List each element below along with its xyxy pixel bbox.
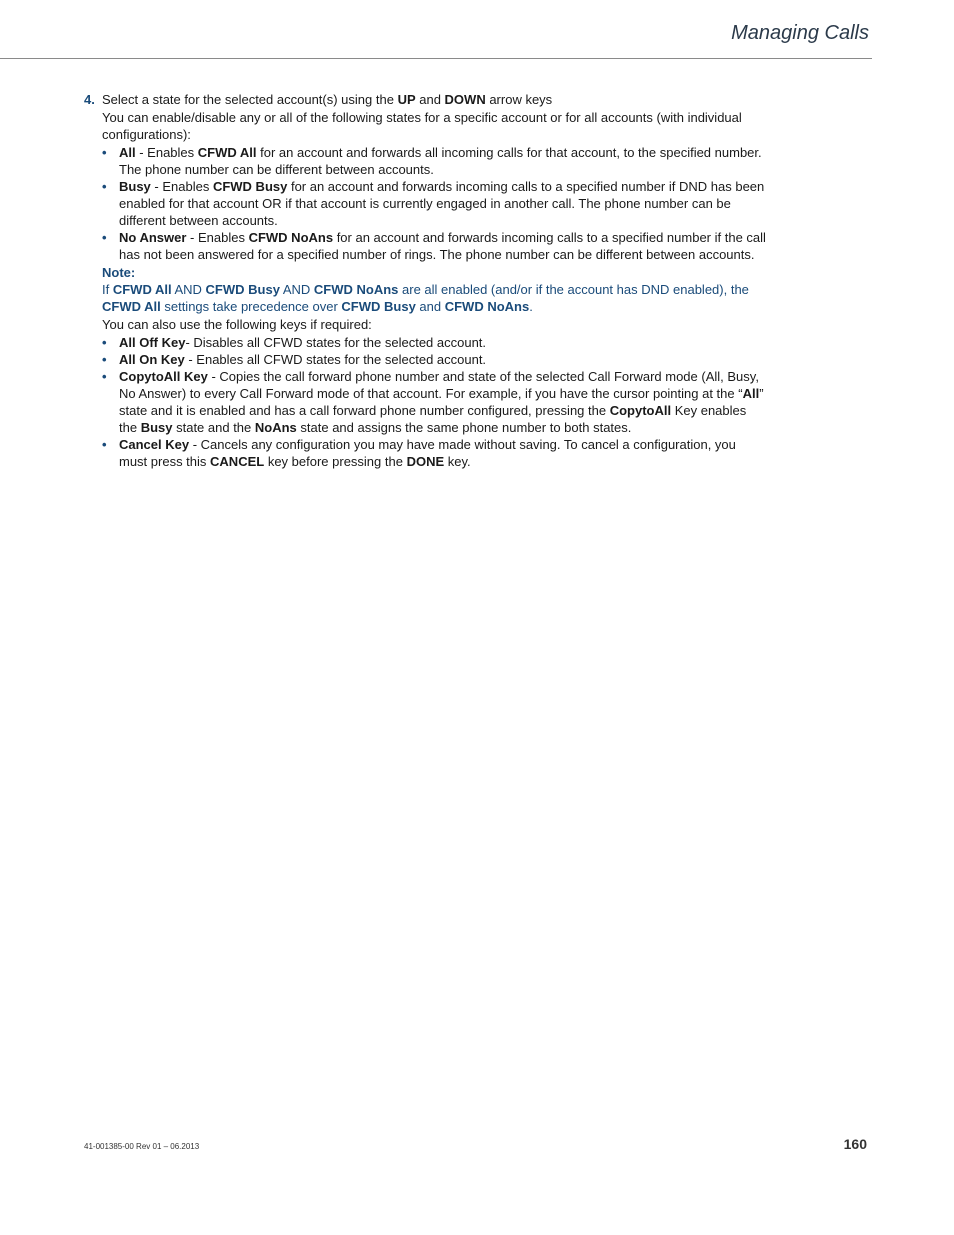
note-span: If — [102, 282, 113, 297]
key-text: key. — [444, 454, 471, 469]
bullet-icon: • — [102, 352, 107, 367]
state-key: CFWD All — [197, 145, 257, 160]
intro-text-2: and — [415, 92, 445, 107]
states-intro: You can enable/disable any or all of the following states for a specific account or for all accounts (with individual configurations): — [102, 110, 742, 142]
note-key: CFWD All — [102, 299, 161, 314]
key-text: Key enables the — [119, 403, 747, 435]
key-term: All — [742, 386, 760, 401]
intro-text-3: arrow keys — [485, 92, 553, 107]
key-name: CopytoAll Key — [119, 369, 208, 384]
state-text: for an account and forwards all incoming calls for that account, to the specified number. The phone number can be different between accounts. — [119, 145, 762, 177]
note-span: are all enabled (and/or if the account has DND enabled), the — [398, 282, 749, 297]
page-header-title: Managing Calls — [731, 22, 869, 44]
note-span: settings take precedence over — [160, 299, 342, 314]
step-intro — [102, 91, 766, 108]
state-text: for an account and forwards incoming calls to a specified number if DND has been enabled for that account OR if that account is currently engaged in another call. The phone number can be different between accounts. — [119, 179, 765, 228]
note-key: CFWD NoAns — [313, 282, 399, 297]
state-key: CFWD NoAns — [248, 230, 334, 245]
note-block — [102, 264, 766, 315]
key-name: All On Key — [119, 352, 185, 367]
page-content — [84, 90, 766, 470]
list-item — [102, 368, 766, 436]
state-name: No Answer — [119, 230, 187, 245]
bullet-icon: • — [102, 437, 107, 452]
key-text: state and the — [172, 420, 255, 435]
keys-list — [102, 334, 766, 470]
step-4 — [84, 91, 766, 470]
keys-intro: You can also use the following keys if required: — [102, 317, 372, 332]
key-text: ” state and it is enabled and has a call forward phone number configured, pressing the — [119, 386, 764, 418]
key-term: Busy — [140, 420, 173, 435]
key-text: key before pressing the — [264, 454, 407, 469]
note-span: AND — [171, 282, 206, 297]
states-list — [102, 144, 766, 263]
list-item — [102, 229, 766, 263]
bullet-icon: • — [102, 230, 107, 245]
state-text: - Enables — [135, 145, 198, 160]
state-name: All — [119, 145, 136, 160]
page-number: 160 — [843, 1136, 867, 1152]
bullet-icon: • — [102, 369, 107, 384]
note-key: CFWD Busy — [341, 299, 416, 314]
bullet-icon: • — [102, 179, 107, 194]
key-term: DONE — [406, 454, 445, 469]
key-text: - Enables all CFWD states for the selected account. — [184, 352, 487, 367]
key-term: CopytoAll — [609, 403, 672, 418]
list-item — [102, 178, 766, 229]
list-item — [102, 334, 766, 351]
bullet-icon: • — [102, 335, 107, 350]
note-span: and — [415, 299, 445, 314]
note-key: CFWD All — [112, 282, 172, 297]
key-text: state and assigns the same phone number to both states. — [296, 420, 632, 435]
list-item — [102, 144, 766, 178]
note-key: CFWD NoAns — [444, 299, 530, 314]
intro-text-1: Select a state for the selected account(s) using the — [102, 92, 398, 107]
key-text: - Copies the call forward phone number and state of the selected Call Forward mode (All, Busy, No Answer) to every Call Forward mode of that account. For example, if you have the cursor pointing at the “ — [119, 369, 759, 401]
key-text: - Disables all CFWD states for the selected account. — [185, 335, 487, 350]
state-key: CFWD Busy — [212, 179, 288, 194]
bullet-icon: • — [102, 145, 107, 160]
note-span: . — [529, 299, 533, 314]
key-name: Cancel Key — [119, 437, 190, 452]
step-number: 4. — [84, 92, 95, 107]
up-key-label: UP — [397, 92, 416, 107]
state-text: - Enables — [150, 179, 213, 194]
footer-doc-id: 41-001385-00 Rev 01 – 06.2013 — [84, 1142, 200, 1151]
note-span: AND — [279, 282, 314, 297]
note-text — [102, 281, 766, 315]
key-text: - Cancels any configuration you may have made without saving. To cancel a configuration, you must press this — [119, 437, 736, 469]
list-item — [102, 436, 766, 470]
header-divider — [0, 58, 872, 59]
key-term: CANCEL — [210, 454, 265, 469]
key-name: All Off Key — [119, 335, 186, 350]
state-text: for an account and forwards incoming calls to a specified number if the call has not been answered for a specified number of rings. The phone number can be different between accounts. — [119, 230, 766, 262]
note-label: Note: — [102, 265, 136, 280]
list-item — [102, 351, 766, 368]
state-name: Busy — [119, 179, 151, 194]
key-term: NoAns — [254, 420, 297, 435]
down-key-label: DOWN — [444, 92, 486, 107]
note-key: CFWD Busy — [205, 282, 280, 297]
state-text: - Enables — [186, 230, 249, 245]
